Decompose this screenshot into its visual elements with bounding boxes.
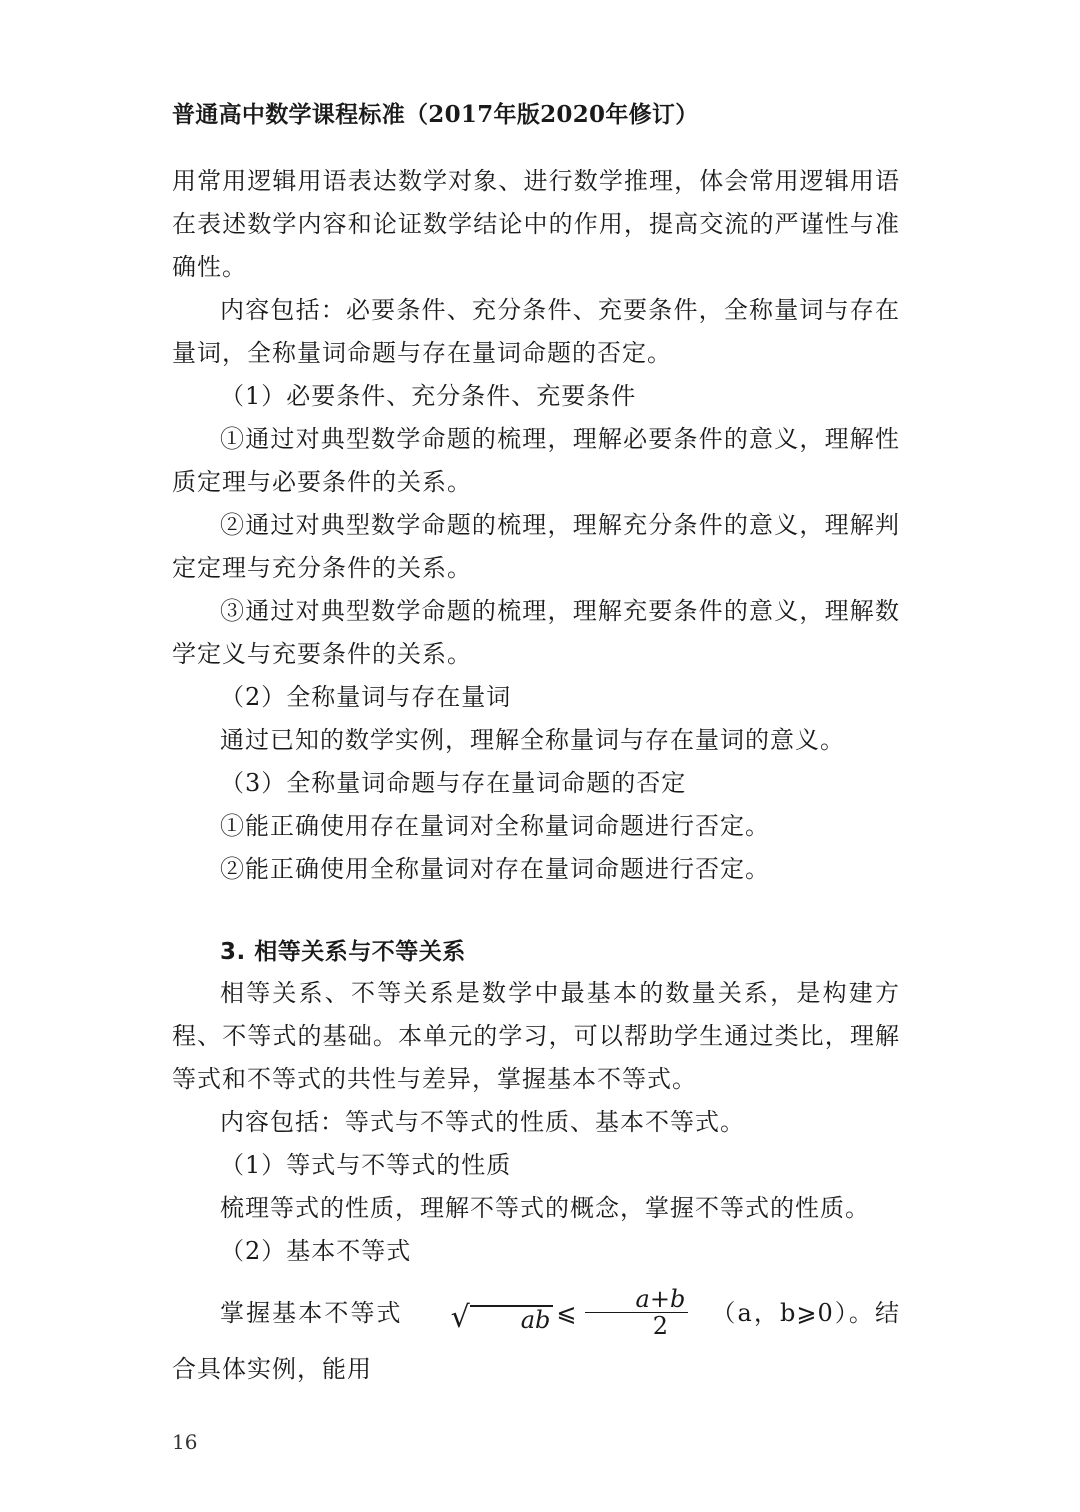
fraction-denominator: 2 <box>652 1312 669 1340</box>
paragraph: 内容包括：必要条件、充分条件、充要条件，全称量词与存在量词，全称量词命题与存在量词命题的否定。 <box>172 296 900 367</box>
paragraph: ②能正确使用全称量词对存在量词命题进行否定。 <box>220 855 770 883</box>
paragraph: ①通过对典型数学命题的梳理，理解必要条件的意义，理解性质定理与必要条件的关系。 <box>172 425 900 496</box>
running-header: 普通高中数学课程标准（2017年版2020年修订） <box>172 101 699 128</box>
square-root <box>403 1300 554 1335</box>
less-equal-sign: ⩽ <box>556 1299 578 1327</box>
formula-lead-text: 掌握基本不等式 <box>220 1299 403 1327</box>
paragraph: 内容包括：等式与不等式的性质、基本不等式。 <box>220 1108 745 1136</box>
radical-sign: √ <box>450 1300 470 1335</box>
fraction-numerator: a+b <box>585 1286 689 1313</box>
paragraph: ②通过对典型数学命题的梳理，理解充分条件的意义，理解判定定理与充分条件的关系。 <box>172 511 900 582</box>
subheading: （2）全称量词与存在量词 <box>220 683 512 711</box>
formula-condition: （a，b⩾0） <box>710 1299 849 1327</box>
body-text <box>172 160 900 1383</box>
subheading: （2）基本不等式 <box>220 1237 412 1265</box>
section-heading: 3. 相等关系与不等关系 <box>220 939 466 965</box>
paragraph: 梳理等式的性质，理解不等式的概念，掌握不等式的性质。 <box>220 1194 870 1222</box>
subheading: （1）必要条件、充分条件、充要条件 <box>220 382 637 410</box>
formula-tail-text: 。结合具体实例，能用 <box>172 1299 900 1383</box>
paragraph: 用常用逻辑用语表达数学对象、进行数学推理，体会常用逻辑用语在表述数学内容和论证数学结论中的作用，提高交流的严谨性与准确性。 <box>172 167 900 281</box>
subheading: （3）全称量词命题与存在量词命题的否定 <box>220 769 687 797</box>
subheading: （1）等式与不等式的性质 <box>220 1151 512 1179</box>
page-number: 16 <box>172 1430 198 1454</box>
paragraph: ③通过对典型数学命题的梳理，理解充要条件的意义，理解数学定义与充要条件的关系。 <box>172 597 900 668</box>
paragraph: ①能正确使用存在量词对全称量词命题进行否定。 <box>220 812 770 840</box>
fraction <box>585 1286 689 1339</box>
formula-paragraph <box>172 1285 900 1383</box>
radicand: ab <box>470 1305 554 1333</box>
paragraph: 通过已知的数学实例，理解全称量词与存在量词的意义。 <box>220 726 845 754</box>
paragraph: 相等关系、不等关系是数学中最基本的数量关系，是构建方程、不等式的基础。本单元的学习，可以帮助学生通过类比，理解等式和不等式的共性与差异，掌握基本不等式。 <box>172 979 900 1093</box>
